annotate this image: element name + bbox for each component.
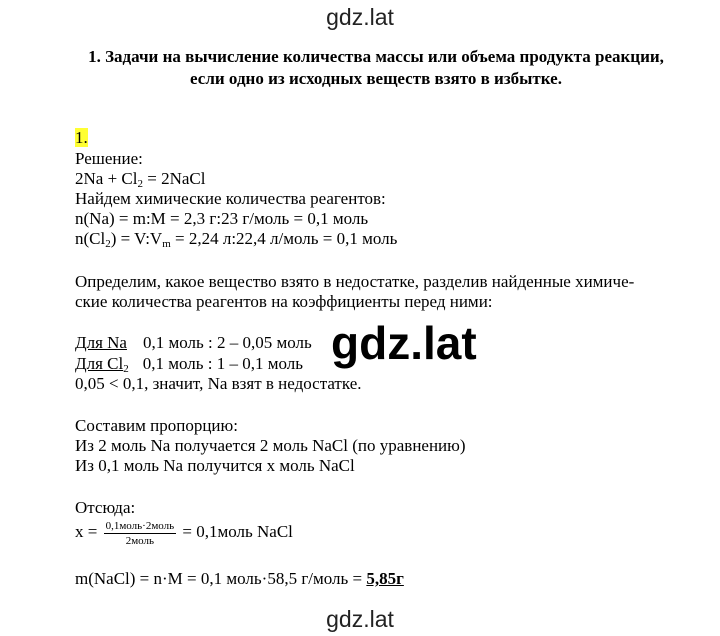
n-cl2-c: = 2,24 л:22,4 л/моль = 0,1 моль: [170, 229, 398, 248]
proportion-line-2: Из 0,1 моль Na получится x моль NaCl: [75, 456, 355, 475]
comparison-line: 0,05 < 0,1, значит, Na взят в недостатке.: [75, 374, 362, 393]
equation-right: = 2NaCl: [142, 169, 206, 188]
equation-subscript: 2: [137, 178, 143, 190]
section-heading: 1. Задачи на вычисление количества массы или объема продукта реакции, если одно из исходных веществ взято в избытке.: [88, 47, 664, 88]
task-number-highlight: 1.: [75, 128, 88, 147]
for-na-label: Для Na: [75, 333, 127, 352]
n-cl2-sub1: 2: [105, 238, 111, 250]
n-cl2-b: ) = V:V: [110, 229, 163, 248]
watermark-center: gdz.lat: [327, 318, 481, 368]
x-fraction: [104, 519, 177, 548]
n-na-formula: n(Na) = m:M = 2,3 г:23 г/моль = 0,1 моль: [75, 209, 369, 228]
task-number: [75, 128, 88, 148]
mass-formula-text: m(NaCl) = n·M = 0,1 моль·58,5 г/моль =: [75, 569, 367, 588]
watermark-bottom: gdz.lat: [326, 606, 394, 632]
x-formula-left: x =: [75, 522, 98, 541]
for-cl2-label: [75, 354, 129, 373]
mass-formula: [75, 569, 404, 589]
n-cl2-a: n(Cl: [75, 229, 106, 248]
watermark-top: gdz.lat: [326, 4, 394, 30]
for-cl2-value: 0,1 моль : 1 – 0,1 моль: [142, 354, 303, 373]
find-text: Найдем химические количества реагентов:: [75, 189, 386, 208]
hence-label: Отсюда:: [75, 498, 136, 517]
determine-line-1: Определим, какое вещество взято в недостатке, разделив найденные химиче-: [75, 272, 635, 291]
for-na-value: 0,1 моль : 2 – 0,05 моль: [142, 333, 312, 352]
equation-left: 2Na + Cl: [75, 169, 138, 188]
proportion-label: Составим пропорцию:: [75, 416, 238, 435]
mass-answer: 5,85г: [366, 569, 404, 588]
x-formula-right: = 0,1моль NaCl: [182, 522, 293, 541]
x-numerator: 0,1моль·2моль: [105, 519, 175, 532]
solution-label: Решение:: [75, 149, 143, 168]
determine-line-2: ские количества реагентов на коэффициенты перед ними:: [75, 292, 493, 311]
for-na-line: [75, 333, 312, 353]
for-cl2-label-text: Для Cl: [75, 354, 124, 373]
n-cl2-sub2: m: [162, 238, 171, 250]
n-cl2-formula: [75, 229, 397, 254]
proportion-line-1: Из 2 моль Na получается 2 моль NaCl (по уравнению): [75, 436, 466, 455]
for-cl2-subscript: 2: [123, 363, 129, 375]
x-denominator: 2моль: [125, 534, 155, 547]
x-formula: [75, 516, 293, 548]
